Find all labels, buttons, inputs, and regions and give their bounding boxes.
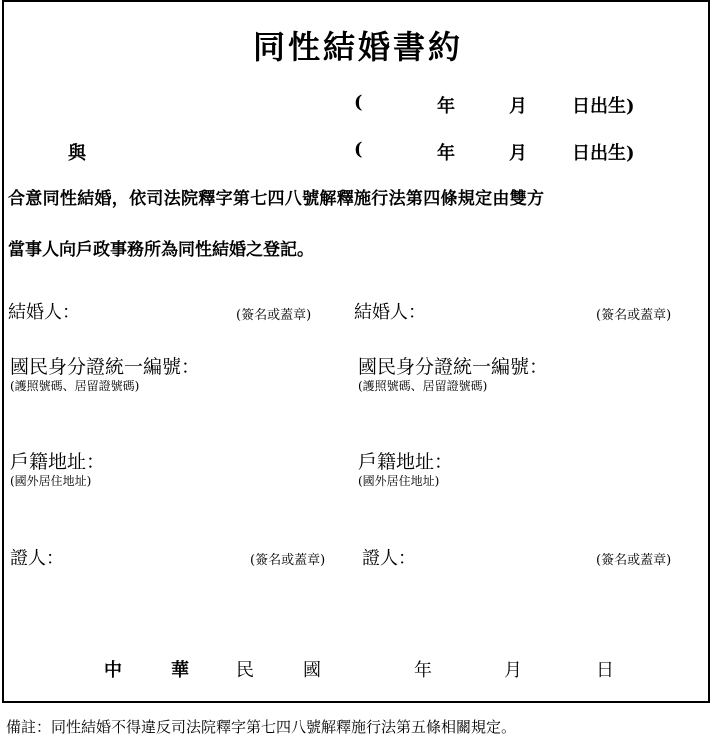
spouse1-address-sub: (國外居住地址): [10, 474, 92, 488]
birth2-day: 日出生): [572, 143, 635, 164]
and-label: 與: [68, 143, 86, 164]
footer-note: 備註：同性結婚不得違反司法院釋字第七四八號解釋施行法第五條相關規定。: [6, 718, 517, 736]
witness2-label: 證人：: [362, 548, 416, 569]
spouse1-id-sub: (護照號碼、居留證號碼): [10, 379, 140, 393]
date-min: 民: [236, 660, 254, 681]
date-day: 日: [596, 660, 614, 681]
spouse2-id-sub: (護照號碼、居留證號碼): [358, 379, 488, 393]
birth2-month: 月: [509, 143, 527, 164]
spouse2-address-label: 戶籍地址：: [358, 451, 454, 473]
date-guo: 國: [303, 660, 321, 681]
witness1-signature-hint: (簽名或蓋章): [250, 553, 326, 568]
agreement-line-1: 合意同性結婚，依司法院釋字第七四八號解釋施行法第四條規定由雙方: [8, 189, 545, 209]
spouse2-signature-hint: (簽名或蓋章): [596, 308, 672, 323]
spouse2-label: 結婚人：: [354, 302, 426, 323]
agreement-line-2: 當事人向戶政事務所為同性結婚之登記。: [8, 240, 314, 260]
spouse1-id-label: 國民身分證統一編號：: [10, 356, 201, 378]
birth1-year: 年: [437, 96, 455, 117]
birth2-open-paren: (: [354, 139, 363, 160]
marriage-agreement-form: [2, 0, 710, 703]
witness2-signature-hint: (簽名或蓋章): [596, 553, 672, 568]
date-year: 年: [414, 660, 432, 681]
spouse1-address-label: 戶籍地址：: [10, 451, 106, 473]
date-hua: 華: [171, 660, 189, 681]
birth1-open-paren: (: [354, 92, 363, 113]
birth2-year: 年: [437, 143, 455, 164]
date-zhong: 中: [104, 660, 122, 681]
spouse1-signature-hint: (簽名或蓋章): [236, 308, 312, 323]
spouse2-address-sub: (國外居住地址): [358, 474, 440, 488]
birth1-month: 月: [509, 96, 527, 117]
witness1-label: 證人：: [10, 548, 64, 569]
spouse1-label: 結婚人：: [8, 302, 80, 323]
spouse2-id-label: 國民身分證統一編號：: [358, 356, 549, 378]
document-title: 同性結婚書約: [252, 28, 463, 66]
date-month: 月: [504, 660, 522, 681]
birth1-day: 日出生): [572, 96, 635, 117]
